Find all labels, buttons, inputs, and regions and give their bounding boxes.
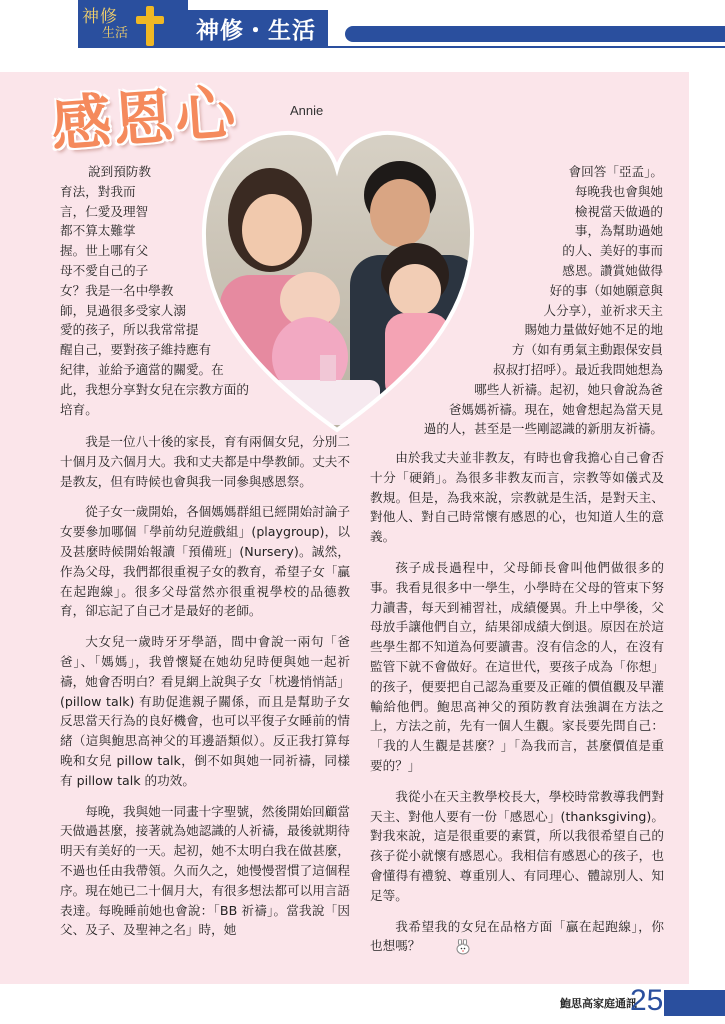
- left-column: [60, 432, 350, 951]
- text-line: 過的人，甚至是一些剛認識的新朋友祈禱。: [423, 421, 663, 437]
- text-line: 叔叔打招呼）。最近我問她想為: [492, 361, 663, 377]
- paragraph: 從子女一歲開始，各個媽媽群組已經開始討論子女要參加哪個「學前幼兒遊戲組」(playgroup)，以及甚麼時候開始報讀「預備班」(Nursery)。誠然，作為父母，我們都很重視子女的教育，希望子女「贏在起跑線」。很多父母當然亦很重視學校的品德教育，卻忘記了自己才是最好的老師。: [60, 504, 350, 619]
- article-author: Annie: [290, 103, 324, 118]
- text-line: 母不愛自己的子: [60, 262, 149, 278]
- right-column: [370, 448, 664, 967]
- logo-text-line2: 生活: [102, 26, 129, 41]
- header-bar: [345, 26, 725, 42]
- paragraph: 每晚，我與她一同畫十字聖號，然後開始回顧當天做過甚麼，接著就為她認識的人祈禱，最後就期待明天有美好的一天。起初，她不太明白我在做甚麼，不過也任由我帶領。久而久之，她慢慢習慣了這個程序。現在她已二十個月大，有很多想法都可以用言語表達。每晚睡前她也會說：「BB 祈禱」。當我說「因父、及子、及聖神之名」時，她: [60, 803, 350, 938]
- text-line: 醒自己，要對孩子維持應有: [60, 342, 212, 358]
- text-line: 言，仁愛及理智: [60, 203, 149, 219]
- logo-text-line1: 神修: [82, 7, 118, 27]
- paragraph: 由於我丈夫並非教友，有時也會我擔心自己會否十分「硬銷」。為很多非教友而言，宗教等如儀式及教規。但是，為我來說，宗教就是生活，是對天主、對他人、對自己時常懷有感恩的心，也知道人生的意義。: [370, 450, 664, 545]
- header-rule: [78, 46, 725, 48]
- text-line: 會回答「亞孟」。: [568, 164, 663, 179]
- text-line: 愛的孩子，所以我常常提: [60, 322, 199, 338]
- text-line: 爸媽媽祈禱。現在，她會想起為當天見: [448, 401, 663, 417]
- text-line: 女？我是一名中學教: [60, 282, 174, 298]
- cross-icon: [136, 6, 164, 46]
- text-line: 此，我想分享對女兒在宗教方面的: [60, 381, 249, 397]
- paragraph: 我是一位八十後的家長，育有兩個女兒，分別二十個月及六個月大。我和丈夫都是中學教師。丈夫不是教友，但有時候也會與我一同參與感恩祭。: [60, 434, 350, 489]
- text-line: 事，為幫助過她: [574, 223, 663, 239]
- text-line: 的人、美好的事而: [562, 243, 663, 259]
- section-title: 神修・生活: [196, 18, 316, 44]
- section-logo: [78, 0, 188, 46]
- text-line: 方（如有勇氣主動跟保安員: [511, 342, 663, 358]
- text-line: 都不算太難掌: [60, 223, 136, 239]
- text-line: 每晚我也會與她: [574, 183, 663, 199]
- paragraph: 大女兒一歲時牙牙學語，間中會說一兩句「爸爸」、「媽媽」，我曾懷疑在她幼兒時便與她一起祈禱，她會否明白？看見網上說與子女「枕邊悄悄話」(pillow talk) 有助促進親子關係，而且是幫助子女反思當天行為的良好機會，也可以平復子女睡前的情緒（這與鮑思高神父的耳邊語類似）。反正我打算每晚和女兒 pillow talk，倒不如與她一同祈禱，同樣有 pillow talk 的功效。: [60, 634, 350, 788]
- text-line: 賜她力量做好她不足的地: [524, 322, 663, 338]
- text-line: 感恩。讚賞她做得: [562, 262, 663, 278]
- right-wrap-text: [395, 162, 663, 439]
- text-line: 好的事（如她願意與: [549, 282, 663, 298]
- paragraph: 孩子成長過程中，父母師長會叫他們做很多的事。我看見很多中一學生，小學時在父母的管束下努力讀書，每天到補習社，成績優異。升上中學後，父母放手讓他們自立，結果卻成績大倒退。原因在於這些學生都不知道為何要讀書。沒有信念的人，在沒有監管下就不會做好。在這世代，要孩子成為「你想」的孩子，便要把自己認為重要及正確的價值觀及早灌輸給他們。鮑思高神父的預防教育法強調在方法之上，方法之前，先有一個人生觀。家長要先問自己：「我的人生觀是甚麼？」「為我而言，甚麼價值是重要的？」: [370, 559, 664, 773]
- text-line: 培育。: [60, 401, 98, 417]
- birthday-cake: [270, 380, 380, 425]
- text-line: 育法，對我而: [60, 183, 136, 199]
- left-wrap-text: [60, 162, 260, 419]
- footer-bar: [664, 990, 725, 1016]
- text-line: 哪些人祈禱。起初，她只會說為爸: [474, 381, 663, 397]
- closing-text: 我希望我的女兒在品格方面「贏在起跑線」，你也想嗎？: [370, 918, 664, 954]
- text-line: 人分享），並祈求天主: [543, 302, 663, 318]
- text-line: 檢視當天做過的: [574, 203, 663, 219]
- text-line: 說到預防教: [88, 164, 151, 179]
- paragraph: [370, 917, 664, 957]
- article-title: 感恩心: [48, 77, 240, 161]
- page-number: 25: [630, 984, 664, 1017]
- rabbit-doodle-icon: [428, 939, 446, 955]
- publication-name: 鮑思高家庭通訊: [560, 997, 637, 1010]
- text-line: 紀律，並給予適當的關愛。在: [60, 361, 224, 377]
- text-line: 師，見過很多受家人溺: [60, 302, 186, 318]
- paragraph: 我從小在天主教學校長大，學校時常教導我們對天主、對他人要有一份「感恩心」(thanksgiving)。對我來說，這是很重要的素質，所以我很希望自己的孩子從小就懷有感恩心。我相信有感恩心的孩子，也會懂得有禮貌、尊重別人、有同理心、體諒別人、知足等。: [370, 788, 664, 903]
- text-line: 握。世上哪有父: [60, 243, 149, 259]
